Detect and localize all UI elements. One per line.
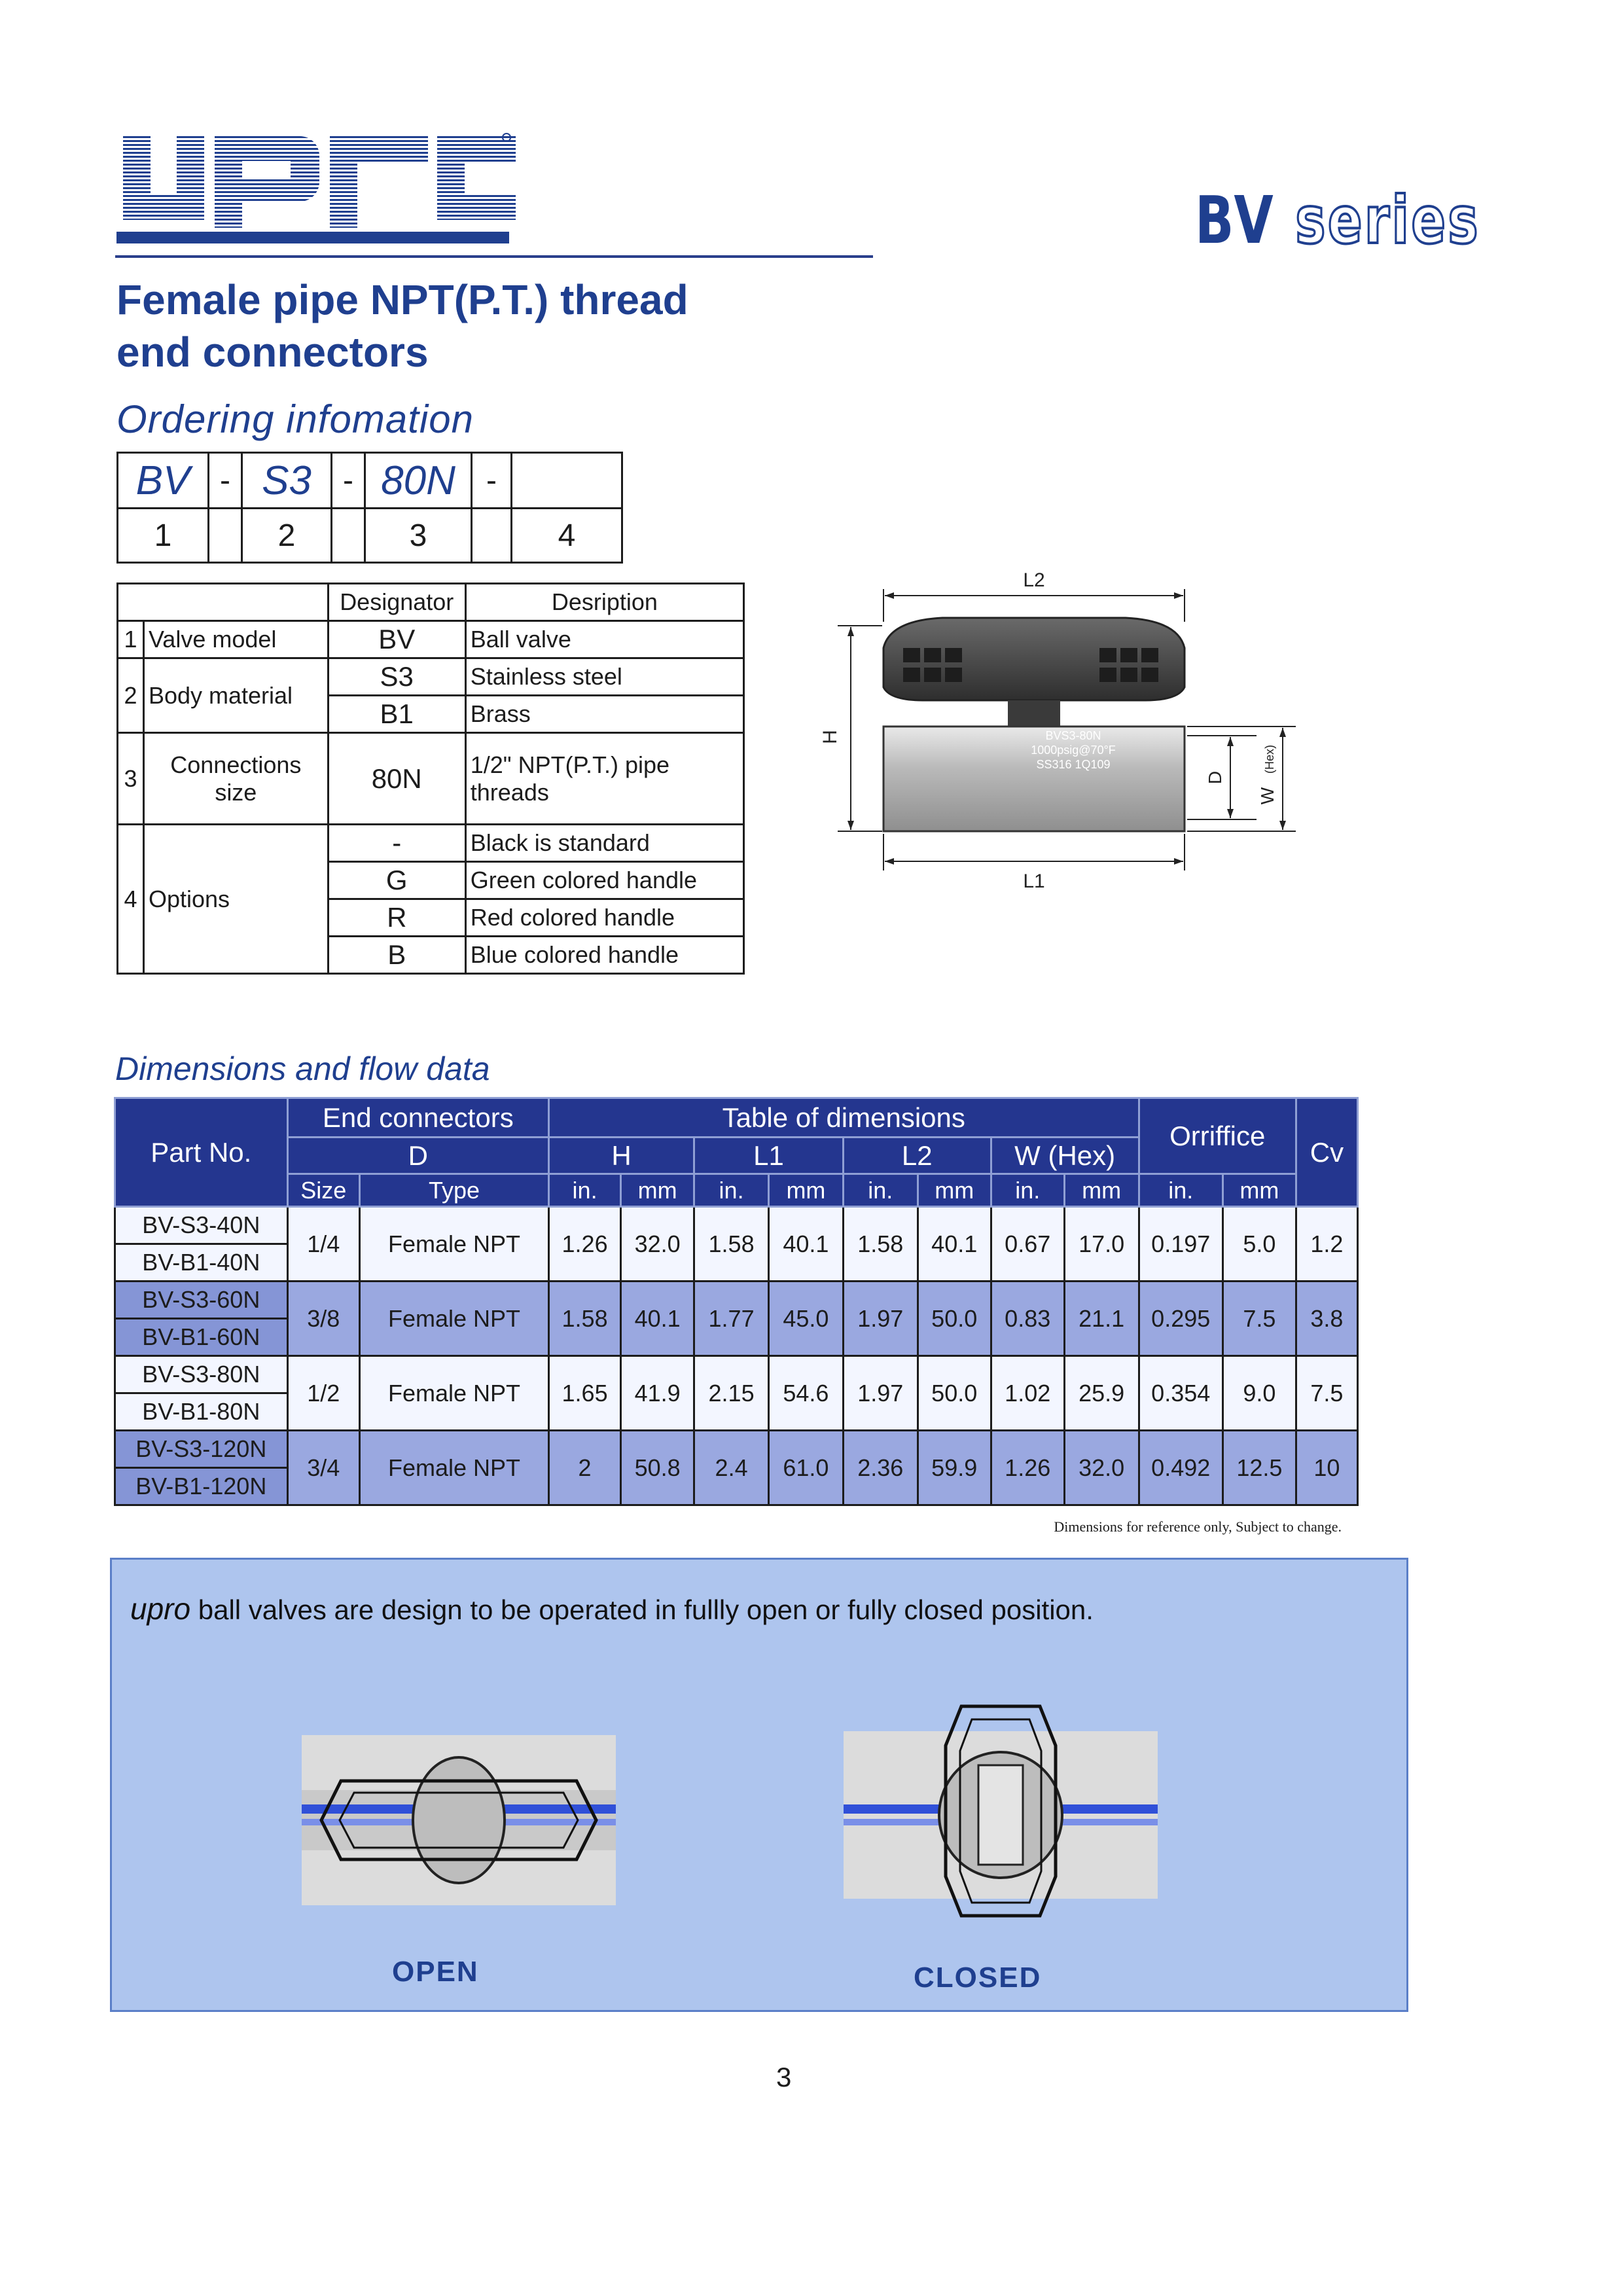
l2-mm-header: mm: [918, 1174, 991, 1207]
cv-cell: 10: [1296, 1431, 1357, 1505]
h-header: H: [549, 1138, 694, 1174]
h-in-cell: 1.65: [549, 1356, 621, 1431]
w-header: W (Hex): [991, 1138, 1139, 1174]
part-number: BV-B1-60N: [115, 1319, 288, 1356]
table-row: [115, 1207, 1358, 1244]
dimensions-table: [114, 1097, 1359, 1506]
description-header: Desription: [465, 584, 743, 621]
designator-code: 80N: [328, 733, 465, 825]
code-box-size: 80N: [365, 453, 472, 509]
w-mm-header: mm: [1064, 1174, 1139, 1207]
l1-in-cell: 2.4: [694, 1431, 769, 1505]
designator-code: S3: [328, 658, 465, 696]
designator-code: R: [328, 899, 465, 937]
dimensions-note: Dimensions for reference only, Subject to change.: [1054, 1518, 1342, 1535]
size-cell: 1/4: [287, 1207, 359, 1282]
orifice-in-cell: 0.354: [1139, 1356, 1222, 1431]
l1-mm-cell: 40.1: [769, 1207, 844, 1282]
operation-info-panel: [110, 1558, 1408, 2012]
feature-label: Connections size: [143, 733, 328, 825]
designator-code: B: [328, 937, 465, 974]
h-mm-cell: 40.1: [621, 1282, 694, 1356]
cv-cell: 1.2: [1296, 1207, 1357, 1282]
l2-mm-cell: 50.0: [918, 1282, 991, 1356]
size-cell: 3/4: [287, 1431, 359, 1505]
code-position-gap: [332, 509, 365, 563]
l1-mm-header: mm: [769, 1174, 844, 1207]
ordering-code-table: [116, 452, 623, 564]
h-mm-cell: 50.8: [621, 1431, 694, 1505]
size-cell: 3/8: [287, 1282, 359, 1356]
designator-code: G: [328, 862, 465, 899]
code-position-2: 2: [242, 509, 332, 563]
cv-header: Cv: [1296, 1098, 1357, 1207]
row-number: 1: [118, 621, 144, 658]
series-suffix: series: [1295, 182, 1480, 259]
w-in-cell: 0.67: [991, 1207, 1064, 1282]
body-marking-line: SS316 1Q109: [1036, 758, 1111, 771]
l2-mm-cell: 40.1: [918, 1207, 991, 1282]
l2-in-cell: 1.97: [843, 1356, 918, 1431]
part-number: BV-S3-60N: [115, 1282, 288, 1319]
orifice-in-cell: 0.197: [1139, 1207, 1222, 1282]
orifice-mm-cell: 12.5: [1222, 1431, 1296, 1505]
row-number: 4: [118, 825, 144, 974]
w-in-cell: 1.02: [991, 1356, 1064, 1431]
designator-table-corner: [118, 584, 329, 621]
code-position-1: 1: [118, 509, 209, 563]
row-number: 2: [118, 658, 144, 733]
designator-table: [116, 583, 745, 975]
designator-description: Stainless steel: [465, 658, 743, 696]
type-cell: Female NPT: [360, 1282, 549, 1356]
l1-in-cell: 1.58: [694, 1207, 769, 1282]
l2-mm-cell: 59.9: [918, 1431, 991, 1505]
designator-code: -: [328, 825, 465, 862]
label-d: D: [1205, 770, 1225, 785]
heading-line-1: Female pipe NPT(P.T.) thread: [116, 276, 688, 323]
l2-in-header: in.: [843, 1174, 918, 1207]
h-in-cell: 2: [549, 1431, 621, 1505]
w-in-cell: 1.26: [991, 1431, 1064, 1505]
cv-cell: 7.5: [1296, 1356, 1357, 1431]
w-mm-cell: 21.1: [1064, 1282, 1139, 1356]
orifice-mm-cell: 9.0: [1222, 1356, 1296, 1431]
l2-header: L2: [843, 1138, 991, 1174]
body-marking-line: BVS3-80N: [1045, 729, 1101, 742]
closed-label: CLOSED: [914, 1962, 1042, 1994]
l2-mm-cell: 50.0: [918, 1356, 991, 1431]
table-row: [115, 1356, 1358, 1393]
code-separator: -: [332, 453, 365, 509]
ordering-title: Ordering infomation: [116, 397, 474, 441]
label-hex: (Hex): [1263, 745, 1276, 774]
designator-description: Green colored handle: [465, 862, 743, 899]
label-l1: L1: [1023, 870, 1045, 892]
l2-in-cell: 1.58: [843, 1207, 918, 1282]
part-number: BV-S3-40N: [115, 1207, 288, 1244]
h-in-cell: 1.26: [549, 1207, 621, 1282]
label-w: W: [1257, 787, 1277, 805]
type-cell: Female NPT: [360, 1207, 549, 1282]
d-header: D: [287, 1138, 548, 1174]
info-brand: upro: [130, 1592, 191, 1626]
part-number: BV-B1-40N: [115, 1244, 288, 1282]
label-l2: L2: [1023, 569, 1045, 591]
orifice-mm-cell: 5.0: [1222, 1207, 1296, 1282]
feature-label: Body material: [143, 658, 328, 733]
label-h: H: [819, 730, 841, 744]
l1-in-cell: 1.77: [694, 1282, 769, 1356]
orifice-header: Orriffice: [1139, 1098, 1296, 1174]
part-number: BV-B1-120N: [115, 1468, 288, 1505]
part-no-header: Part No.: [115, 1098, 288, 1207]
table-row: [115, 1282, 1358, 1319]
code-position-gap: [472, 509, 512, 563]
code-box-option: [512, 453, 622, 509]
h-mm-cell: 41.9: [621, 1356, 694, 1431]
l1-mm-cell: 54.6: [769, 1356, 844, 1431]
designator-code: B1: [328, 696, 465, 733]
series-prefix: BV: [1195, 182, 1275, 259]
orifice-mm-cell: 7.5: [1222, 1282, 1296, 1356]
code-box-model: BV: [118, 453, 209, 509]
page-heading: [116, 274, 902, 378]
code-position-gap: [209, 509, 242, 563]
orifice-in-header: in.: [1139, 1174, 1222, 1207]
orifice-in-cell: 0.492: [1139, 1431, 1222, 1505]
body-marking-line: 1000psig@70°F: [1031, 744, 1116, 757]
feature-label: Options: [143, 825, 328, 974]
h-mm-header: mm: [621, 1174, 694, 1207]
designator-description: Ball valve: [465, 621, 743, 658]
w-mm-cell: 17.0: [1064, 1207, 1139, 1282]
designator-description: Black is standard: [465, 825, 743, 862]
orifice-in-cell: 0.295: [1139, 1282, 1222, 1356]
code-separator: -: [472, 453, 512, 509]
l2-in-cell: 1.97: [843, 1282, 918, 1356]
row-number: 3: [118, 733, 144, 825]
type-cell: Female NPT: [360, 1431, 549, 1505]
dimensions-title: Dimensions and flow data: [115, 1050, 490, 1087]
type-header: Type: [360, 1174, 549, 1207]
designator-header: Designator: [328, 584, 465, 621]
part-number: BV-S3-120N: [115, 1431, 288, 1468]
closed-position-figure: [844, 1693, 1158, 1968]
code-separator: -: [209, 453, 242, 509]
code-position-3: 3: [365, 509, 472, 563]
valve-body: [883, 726, 1185, 831]
designator-description: Brass: [465, 696, 743, 733]
orifice-mm-header: mm: [1222, 1174, 1296, 1207]
w-in-header: in.: [991, 1174, 1064, 1207]
h-mm-cell: 32.0: [621, 1207, 694, 1282]
feature-label: Valve model: [143, 621, 328, 658]
h-in-cell: 1.58: [549, 1282, 621, 1356]
end-connectors-header: End connectors: [287, 1098, 548, 1138]
part-number: BV-B1-80N: [115, 1393, 288, 1431]
l1-header: L1: [694, 1138, 844, 1174]
part-number: BV-S3-80N: [115, 1356, 288, 1393]
designator-description: Blue colored handle: [465, 937, 743, 974]
page-number: 3: [776, 2062, 792, 2092]
operation-note: [130, 1591, 1094, 1626]
series-title: [1195, 182, 1480, 259]
open-label: OPEN: [392, 1956, 479, 1988]
designator-description: 1/2" NPT(P.T.) pipe threads: [465, 733, 743, 825]
size-header: Size: [287, 1174, 359, 1207]
size-cell: 1/2: [287, 1356, 359, 1431]
l1-mm-cell: 61.0: [769, 1431, 844, 1505]
w-mm-cell: 32.0: [1064, 1431, 1139, 1505]
w-mm-cell: 25.9: [1064, 1356, 1139, 1431]
l1-mm-cell: 45.0: [769, 1282, 844, 1356]
l2-in-cell: 2.36: [843, 1431, 918, 1505]
upro-logo: [116, 117, 522, 247]
w-in-cell: 0.83: [991, 1282, 1064, 1356]
designator-code: BV: [328, 621, 465, 658]
heading-line-2: end connectors: [116, 329, 429, 376]
table-row: [115, 1431, 1358, 1468]
designator-description: Red colored handle: [465, 899, 743, 937]
header-rule: [115, 255, 873, 258]
code-box-material: S3: [242, 453, 332, 509]
type-cell: Female NPT: [360, 1356, 549, 1431]
valve-dimension-diagram: [812, 569, 1335, 988]
info-text: ball valves are design to be operated in fullly open or fully closed position.: [198, 1594, 1094, 1625]
h-in-header: in.: [549, 1174, 621, 1207]
table-of-dimensions-header: Table of dimensions: [549, 1098, 1139, 1138]
l1-in-header: in.: [694, 1174, 769, 1207]
l1-in-cell: 2.15: [694, 1356, 769, 1431]
cv-cell: 3.8: [1296, 1282, 1357, 1356]
code-position-4: 4: [512, 509, 622, 563]
open-position-figure: [302, 1735, 616, 1905]
